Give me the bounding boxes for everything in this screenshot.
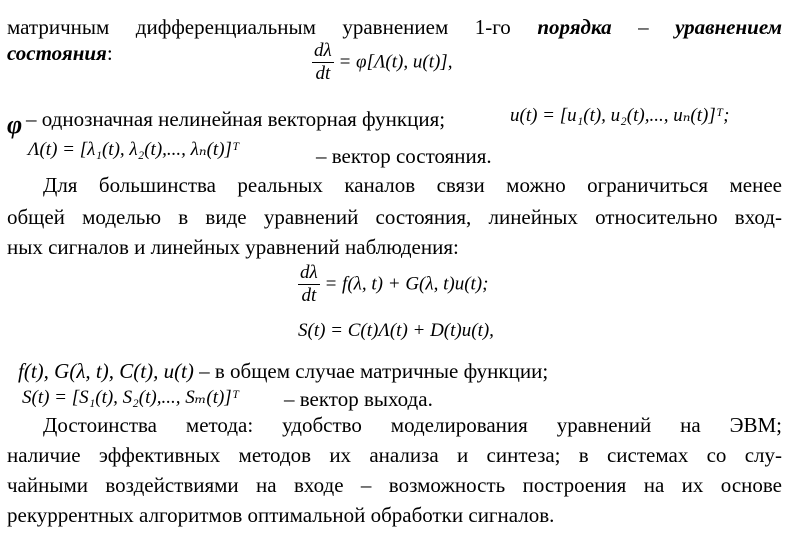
colon: : <box>106 41 113 65</box>
para3-line2: наличие эффективных методов их анализа и синтеза; в системах со слу- <box>7 443 782 467</box>
matrix-functions-line <box>18 358 548 384</box>
output-vector: S(t) = [S₁(t), S₂(t),..., Sₘ(t)]ᵀ <box>22 387 240 408</box>
para3-line1 <box>7 412 782 438</box>
linear-state-equation <box>298 262 488 307</box>
phi-description: – однозначная нелинейная векторная функция; <box>26 107 446 131</box>
state-equation <box>312 40 452 85</box>
input-vector: u(t) = [u₁(t), u₂(t),..., uₙ(t)]ᵀ; <box>510 105 730 126</box>
fraction-denominator: dt <box>301 285 317 306</box>
output-vector-label: – вектор выхода. <box>284 387 433 411</box>
math-symbols: f(t), G(λ, t), C(t), u(t) <box>18 359 194 383</box>
para2-line3: ных сигналов и линейных уравнений наблюдения: <box>7 235 459 259</box>
equation-rhs: = f(λ, t) + G(λ, t)u(t); <box>324 273 489 295</box>
para2-line2: общей моделью в виде уравнений состояния, линейных относительно вход- <box>7 205 782 229</box>
derivative-fraction <box>312 40 334 85</box>
phi-symbol: φ <box>7 110 23 139</box>
text-run: Достоинства метода: удобство моделирования уравнений на ЭВМ; <box>43 413 782 437</box>
bold-italic-term: порядка <box>537 15 612 39</box>
para1-line1 <box>7 14 782 40</box>
text-run: матричным дифференциальным уравнением 1-го <box>7 15 538 39</box>
dash: – <box>611 15 676 39</box>
bold-italic-term: уравнением <box>675 15 783 39</box>
observation-equation: S(t) = C(t)Λ(t) + D(t)u(t), <box>298 320 494 341</box>
para2-line1 <box>7 172 782 198</box>
state-vector: Λ(t) = [λ₁(t), λ₂(t),..., λₙ(t)]ᵀ <box>28 139 240 160</box>
derivative-fraction <box>298 262 320 307</box>
para3-line4: рекуррентных алгоритмов оптимальной обработки сигналов. <box>7 503 555 527</box>
para1-line2 <box>7 40 113 66</box>
text-run: – в общем случае матричные функции; <box>193 359 549 383</box>
fraction-numerator: dλ <box>314 40 332 61</box>
bold-italic-term: состояния <box>7 41 107 65</box>
equation-rhs: = φ[Λ(t), u(t)], <box>338 51 453 73</box>
fraction-denominator: dt <box>315 63 331 84</box>
fraction-numerator: dλ <box>300 262 318 283</box>
state-vector-label: – вектор состояния. <box>316 144 492 168</box>
para3-line3: чайными воздействиями на входе – возможность построения на их основе <box>7 473 782 497</box>
text-run: Для большинства реальных каналов связи можно ограничиться менее <box>43 173 782 197</box>
